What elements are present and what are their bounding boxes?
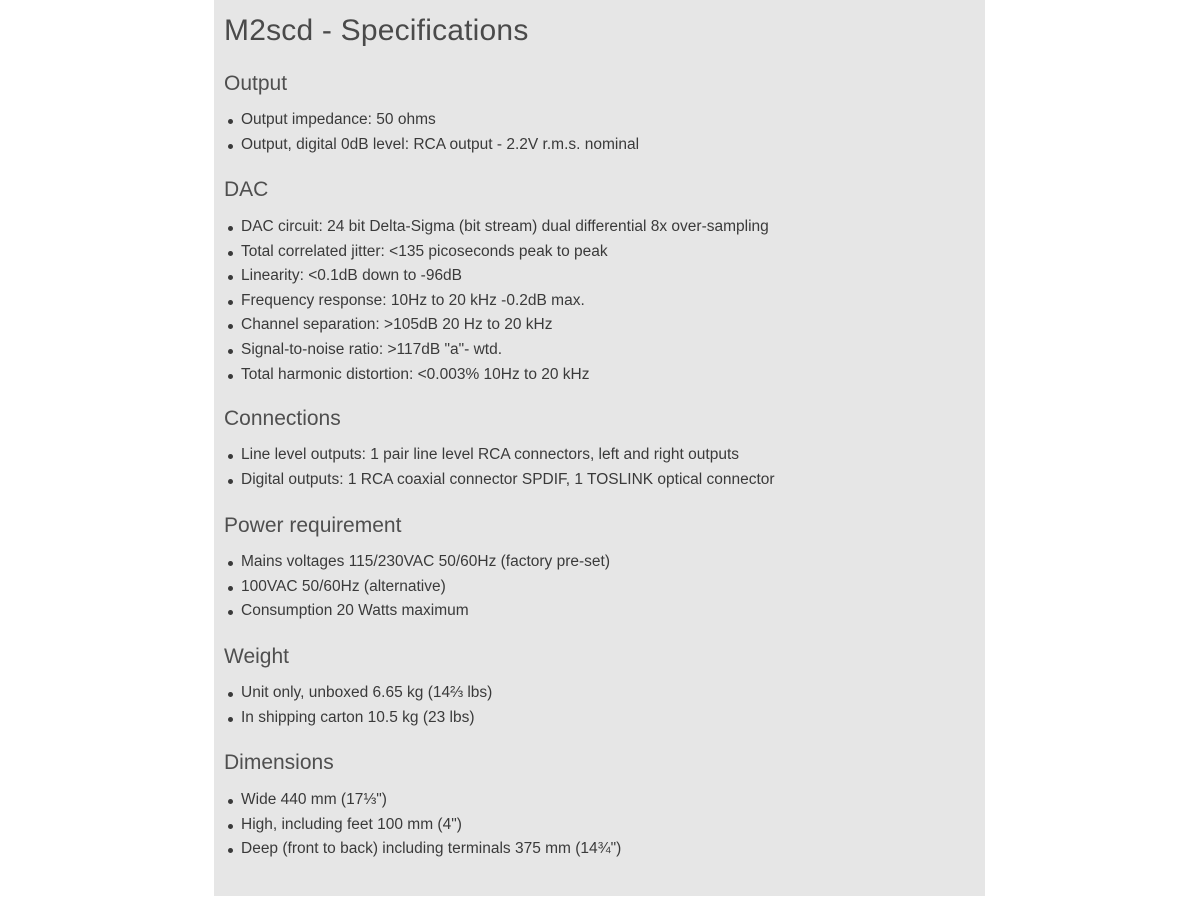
spec-item: Signal-to-noise ratio: >117dB "a"- wtd.	[224, 338, 769, 363]
spec-list-weight	[224, 681, 492, 730]
section-heading-dimensions: Dimensions	[224, 751, 334, 774]
spec-item: Deep (front to back) including terminals 375 mm (14¾")	[224, 837, 621, 862]
bullet-icon	[228, 119, 233, 124]
spec-item: Consumption 20 Watts maximum	[224, 599, 610, 624]
page-title: M2scd - Specifications	[224, 14, 529, 47]
spec-item: In shipping carton 10.5 kg (23 lbs)	[224, 706, 492, 731]
spec-list-connections	[224, 443, 775, 492]
spec-item: Wide 440 mm (17⅓")	[224, 788, 621, 813]
spec-item: Digital outputs: 1 RCA coaxial connector SPDIF, 1 TOSLINK optical connector	[224, 468, 775, 493]
spec-item: Linearity: <0.1dB down to -96dB	[224, 264, 769, 289]
bullet-icon	[228, 251, 233, 256]
spec-item: 100VAC 50/60Hz (alternative)	[224, 575, 610, 600]
bullet-icon	[228, 586, 233, 591]
spec-panel	[214, 0, 985, 896]
spec-item: Mains voltages 115/230VAC 50/60Hz (factory pre-set)	[224, 550, 610, 575]
bullet-icon	[228, 454, 233, 459]
bullet-icon	[228, 479, 233, 484]
bullet-icon	[228, 226, 233, 231]
spec-item: DAC circuit: 24 bit Delta-Sigma (bit stream) dual differential 8x over-sampling	[224, 215, 769, 240]
bullet-icon	[228, 717, 233, 722]
bullet-icon	[228, 610, 233, 615]
spec-list-dac	[224, 215, 769, 387]
spec-item: Total correlated jitter: <135 picoseconds peak to peak	[224, 240, 769, 265]
spec-list-dimensions	[224, 788, 621, 862]
section-heading-output: Output	[224, 72, 288, 95]
section-heading-connections: Connections	[224, 407, 341, 430]
spec-item: Line level outputs: 1 pair line level RCA connectors, left and right outputs	[224, 443, 775, 468]
bullet-icon	[228, 324, 233, 329]
spec-item: Frequency response: 10Hz to 20 kHz -0.2dB max.	[224, 289, 769, 314]
bullet-icon	[228, 848, 233, 853]
spec-list-output	[224, 108, 639, 157]
spec-item: Output, digital 0dB level: RCA output - 2.2V r.m.s. nominal	[224, 133, 639, 158]
section-heading-weight: Weight	[224, 645, 289, 668]
spec-item: Unit only, unboxed 6.65 kg (14⅔ lbs)	[224, 681, 492, 706]
spec-item: High, including feet 100 mm (4")	[224, 813, 621, 838]
spec-item: Output impedance: 50 ohms	[224, 108, 639, 133]
bullet-icon	[228, 300, 233, 305]
bullet-icon	[228, 561, 233, 566]
bullet-icon	[228, 144, 233, 149]
bullet-icon	[228, 374, 233, 379]
bullet-icon	[228, 824, 233, 829]
section-heading-dac: DAC	[224, 178, 269, 201]
bullet-icon	[228, 799, 233, 804]
bullet-icon	[228, 349, 233, 354]
spec-list-power-requirement	[224, 550, 610, 624]
bullet-icon	[228, 275, 233, 280]
bullet-icon	[228, 692, 233, 697]
spec-item: Total harmonic distortion: <0.003% 10Hz to 20 kHz	[224, 363, 769, 388]
spec-item: Channel separation: >105dB 20 Hz to 20 kHz	[224, 313, 769, 338]
section-heading-power-requirement: Power requirement	[224, 514, 402, 537]
